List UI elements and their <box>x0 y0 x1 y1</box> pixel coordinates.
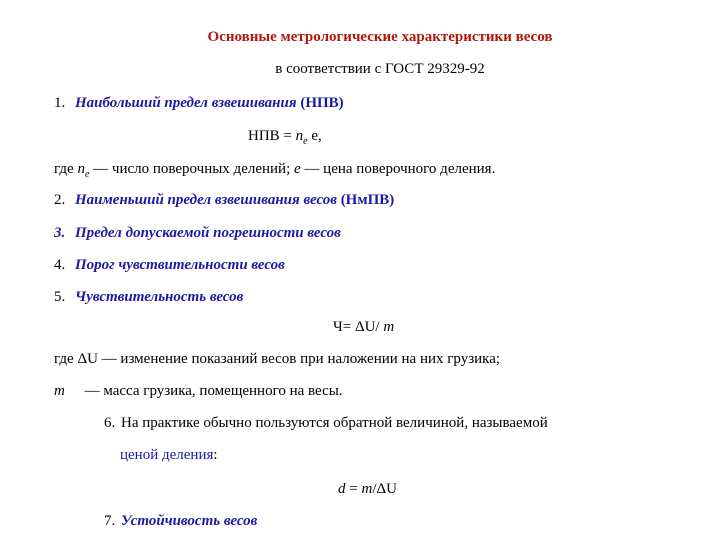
item-text: Порог чувствительности весов <box>75 257 285 273</box>
formula-rest: /ΔU <box>372 481 397 497</box>
item-text: Наибольший предел взвешивания <box>75 95 297 111</box>
formula-lhs: Ч= ΔU/ <box>333 319 384 335</box>
item-number: 1. <box>54 95 66 111</box>
where-mid: — число поверочных делений; <box>89 161 294 177</box>
formula-npv <box>248 127 322 151</box>
item-text: На практике обычно пользуются обратной величиной, называемой <box>121 415 548 431</box>
item-abbr: (НмПВ) <box>340 192 395 208</box>
where-prefix: где <box>54 161 78 177</box>
item-number: 5. <box>54 289 66 305</box>
formula-var: m <box>383 319 395 335</box>
list-item-1 <box>54 94 344 112</box>
item-number: 4. <box>54 257 66 273</box>
where-var: m <box>54 383 65 399</box>
list-item-6-cont <box>120 446 218 464</box>
item-number: 7. <box>104 513 116 529</box>
list-item-2 <box>54 191 394 209</box>
formula-var: d <box>338 481 346 497</box>
list-item-7 <box>104 512 257 530</box>
where-line-3 <box>54 382 343 400</box>
where-sub: e <box>84 169 90 180</box>
where-line-1 <box>54 160 495 184</box>
formula-sensitivity <box>333 318 394 336</box>
item-colon: : <box>213 447 218 463</box>
item-abbr: (НПВ) <box>300 95 344 111</box>
list-item-6 <box>104 414 548 432</box>
list-item-4 <box>54 256 285 274</box>
formula-lhs: НПВ = <box>248 128 296 144</box>
item-text: Чувствительность весов <box>75 289 244 305</box>
where-var: n <box>77 161 85 177</box>
where-suffix: — цена поверочного деления. <box>300 161 496 177</box>
where-line-2: где ΔU — изменение показаний весов при наложении на них грузика; <box>54 351 501 367</box>
formula-var: n <box>295 128 304 144</box>
item-number: 2. <box>54 192 66 208</box>
formula-division <box>338 480 397 498</box>
slide-subtitle: в соответствии с ГОСТ 29329-92 <box>275 61 485 77</box>
item-text: Устойчивость весов <box>121 513 258 529</box>
item-text: Предел допускаемой погрешности весов <box>75 225 341 241</box>
list-item-3 <box>54 224 341 242</box>
formula-sub: e <box>303 136 308 147</box>
item-number: 3. <box>54 225 66 241</box>
list-item-5 <box>54 288 243 306</box>
formula-rhs: e, <box>307 128 322 144</box>
item-text: Наименьший предел взвешивания весов <box>75 192 337 208</box>
formula-var2: m <box>361 481 373 497</box>
item-term: ценой деления <box>120 447 214 463</box>
where-text: — масса грузика, помещенного на весы. <box>84 383 343 399</box>
formula-eq: = <box>345 481 362 497</box>
where-var2: e <box>294 161 301 177</box>
slide-title: Основные метрологические характеристики весов <box>207 29 553 45</box>
item-number: 6. <box>104 415 116 431</box>
